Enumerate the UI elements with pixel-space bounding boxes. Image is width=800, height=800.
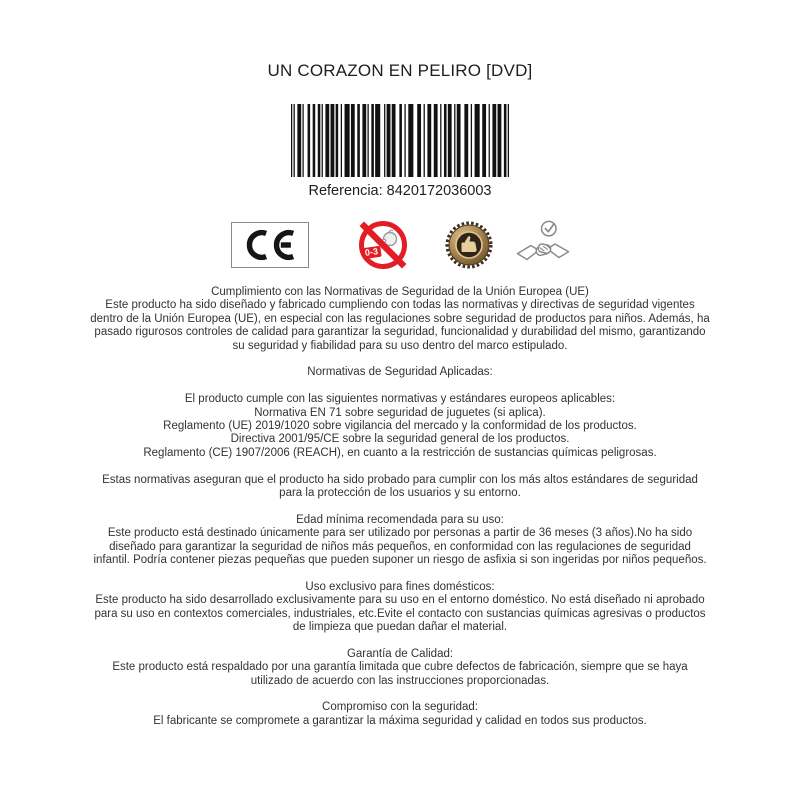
section-paragraph: Estas normativas aseguran que el producto ha sido probado para cumplir con los más altos estándares de seguridad para la protección de los usuarios y su entorno. xyxy=(102,473,698,500)
section-paragraph: El producto cumple con las siguientes normativas y estándares europeos aplicables: xyxy=(184,393,616,406)
section-paragraph: Reglamento (CE) 1907/2006 (REACH), en cuanto a la restricción de sustancias químicas peligrosas. xyxy=(143,446,657,459)
section-paragraph: El fabricante se compromete a garantizar la máxima seguridad y calidad en todos sus productos. xyxy=(153,714,647,727)
ce-mark-icon xyxy=(231,222,309,268)
section-heading: Garantía de Calidad: xyxy=(346,647,454,660)
section-paragraph: Directiva 2001/95/CE sobre la seguridad general de los productos. xyxy=(230,433,570,446)
section-heading: Compromiso con la seguridad: xyxy=(322,701,478,714)
compliance-badges xyxy=(0,218,800,272)
text-section xyxy=(90,648,710,688)
quality-seal-icon xyxy=(444,220,494,270)
section-paragraph: Este producto ha sido desarrollado exclusivamente para su uso en el entorno doméstico. No está diseñado ni aprobado para su uso en contextos comerciales, industriales, etc.Evite el contacto con sustancias químicas agresivas o productos de limpieza que puedan dañar el material. xyxy=(94,594,706,634)
text-section xyxy=(90,366,710,379)
age-warning-icon xyxy=(358,220,408,270)
ce-glyph xyxy=(241,228,299,262)
handshake-icon xyxy=(516,218,570,272)
section-heading: Edad mínima recomendada para su uso: xyxy=(296,513,504,526)
section-paragraph: Este producto ha sido diseñado y fabricado cumpliendo con todas las normativas y directivas de seguridad vigentes dentro de la Unión Europea (UE), en especial con las regulaciones sobre seguridad de productos para niños. Además, ha pasado rigurosos controles de calidad para garantizar la seguridad, funcionalidad y durabilidad del mismo, garantizando su seguridad y fiabilidad para su uso dentro del marco estipulado. xyxy=(90,299,710,352)
reference-number: Referencia: 8420172036003 xyxy=(308,183,492,199)
text-section xyxy=(90,581,710,635)
barcode xyxy=(0,104,800,177)
text-section xyxy=(90,393,710,460)
quality-seal-glyph xyxy=(444,220,494,270)
section-paragraph: Normativa EN 71 sobre seguridad de juguetes (si aplica). xyxy=(254,406,546,419)
section-paragraph: Este producto está destinado únicamente para ser utilizado por personas a partir de 36 meses (3 años).No ha sido diseñado para garantizar la seguridad de niños más pequeños, en conformidad con las regulaciones de seguridad infantil. Podría contener piezas pequeñas que pueden suponer un riesgo de asfixia si son ingeridas por niños pequeños. xyxy=(93,527,707,567)
section-paragraph: Este producto está respaldado por una garantía limitada que cubre defectos de fabricación, siempre que se haya utilizado de acuerdo con las instrucciones proporcionadas. xyxy=(112,661,688,687)
section-paragraph: Reglamento (UE) 2019/1020 sobre vigilancia del mercado y la conformidad de los productos. xyxy=(163,420,637,433)
text-section xyxy=(90,474,710,501)
section-heading: Uso exclusivo para fines domésticos: xyxy=(305,580,495,593)
text-section xyxy=(90,514,710,568)
text-section xyxy=(90,286,710,353)
barcode-svg xyxy=(291,104,509,177)
text-section xyxy=(90,701,710,728)
section-heading: Normativas de Seguridad Aplicadas: xyxy=(307,366,493,379)
handshake-glyph xyxy=(516,218,570,272)
page-title: UN CORAZON EN PELIRO [DVD] xyxy=(267,61,533,80)
age-warning-label: 0-3 xyxy=(361,246,381,260)
age-warning-glyph xyxy=(358,220,408,270)
safety-text xyxy=(90,286,710,742)
section-heading: Cumplimiento con las Normativas de Seguridad de la Unión Europea (UE) xyxy=(211,286,589,298)
